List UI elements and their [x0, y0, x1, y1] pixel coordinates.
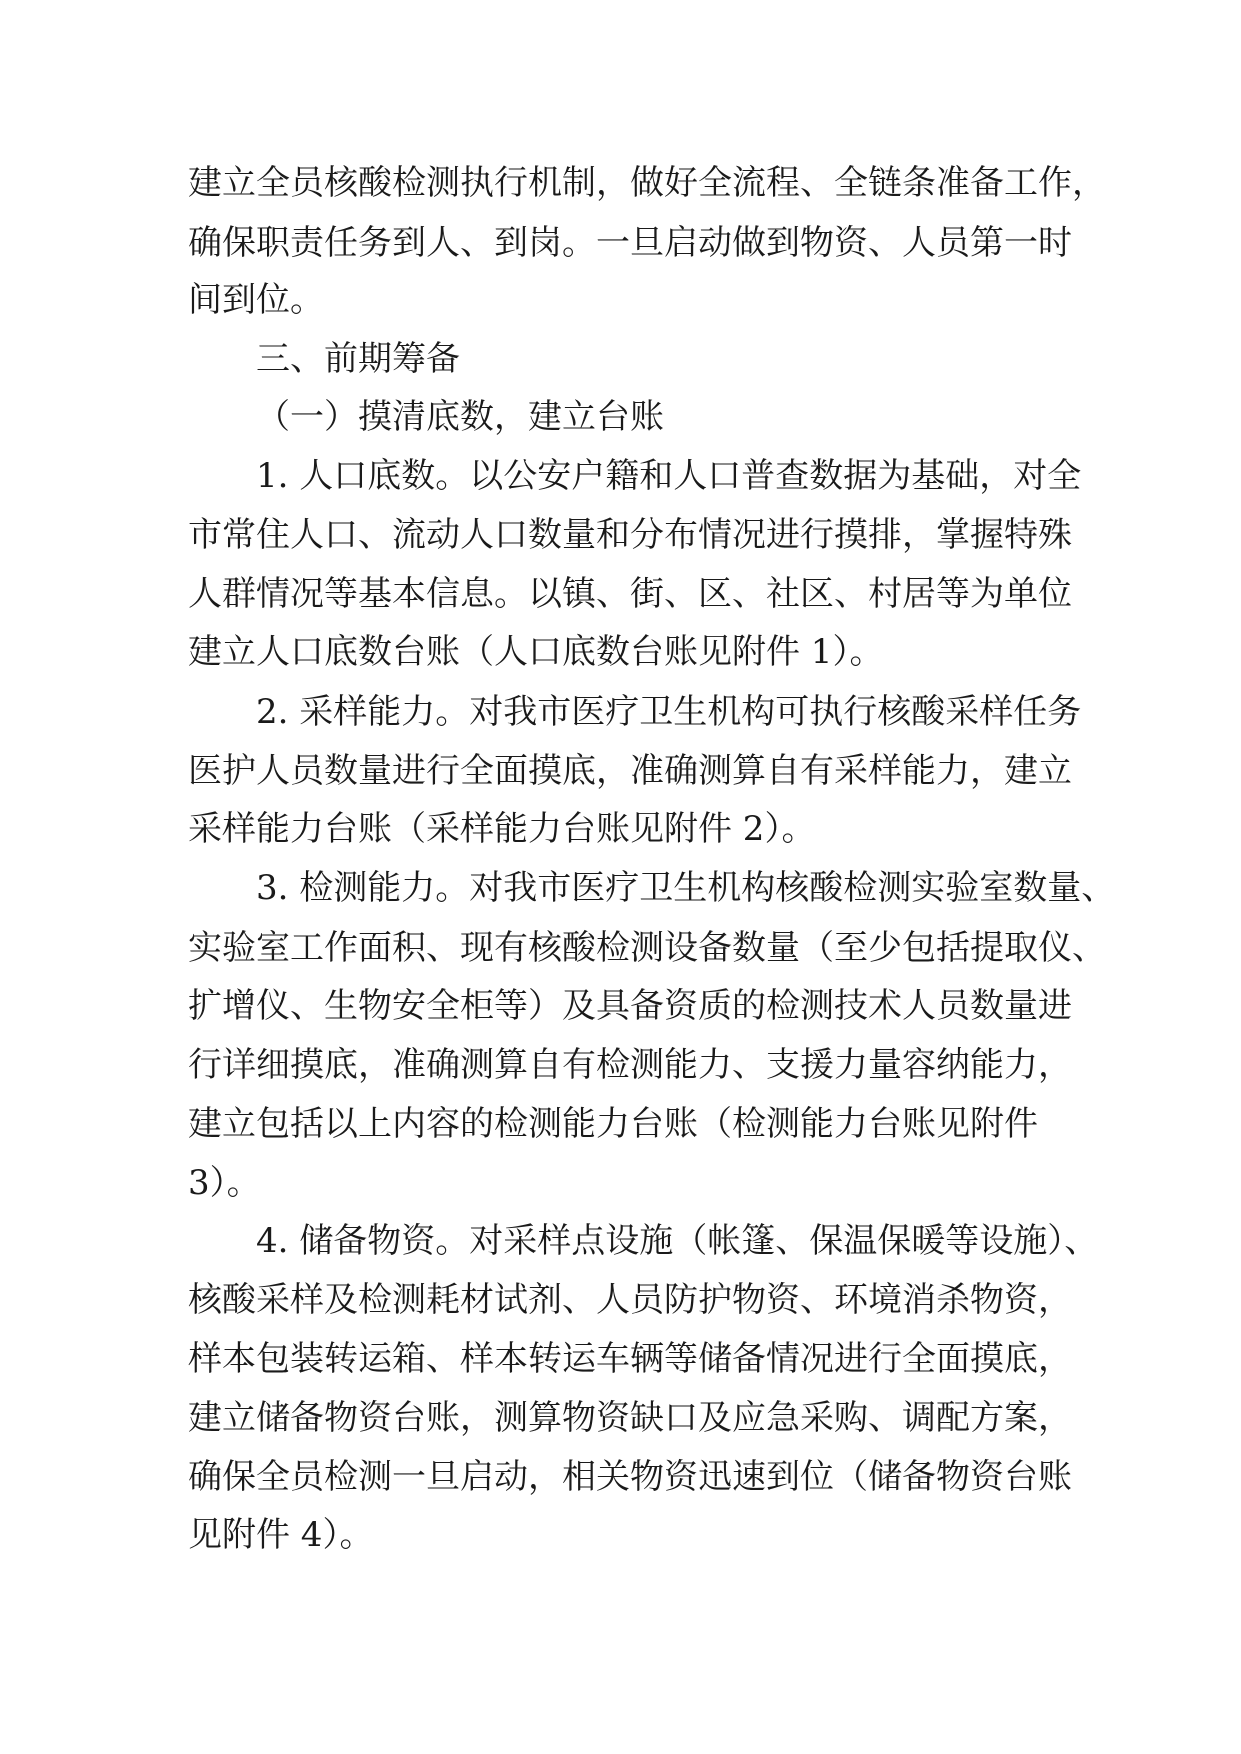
- body-text-line: 3. 检测能力。对我市医疗卫生机构核酸检测实验室数量、: [256, 868, 1116, 908]
- body-text-line: 建立全员核酸检测执行机制，做好全流程、全链条准备工作，: [188, 163, 1106, 203]
- body-text-line: 建立人口底数台账（人口底数台账见附件 1）。: [188, 632, 884, 672]
- body-text-line: 医护人员数量进行全面摸底，准确测算自有采样能力，建立: [188, 751, 1072, 791]
- body-text-line: 见附件 4）。: [188, 1515, 374, 1555]
- body-text-line: 3）。: [188, 1163, 261, 1203]
- body-text-line: 确保全员检测一旦启动，相关物资迅速到位（储备物资台账: [188, 1457, 1072, 1497]
- body-text-line: 扩增仪、生物安全柜等）及具备资质的检测技术人员数量进: [188, 986, 1072, 1026]
- section-heading: 三、前期筹备: [256, 339, 460, 379]
- body-text-line: 2. 采样能力。对我市医疗卫生机构可执行核酸采样任务: [256, 692, 1082, 732]
- body-text-line: 间到位。: [188, 280, 324, 320]
- body-text-line: 样本包装转运箱、样本转运车辆等储备情况进行全面摸底，: [188, 1339, 1072, 1379]
- body-text-line: 4. 储备物资。对采样点设施（帐篷、保温保暖等设施）、: [256, 1221, 1099, 1261]
- body-text-line: 建立储备物资台账，测算物资缺口及应急采购、调配方案，: [188, 1398, 1072, 1438]
- body-text-line: 人群情况等基本信息。以镇、街、区、社区、村居等为单位: [188, 574, 1072, 614]
- body-text-line: 行详细摸底，准确测算自有检测能力、支援力量容纳能力，: [188, 1045, 1072, 1085]
- subsection-heading: （一）摸清底数，建立台账: [256, 397, 664, 437]
- body-text-line: 建立包括以上内容的检测能力台账（检测能力台账见附件: [188, 1104, 1038, 1144]
- body-text-line: 确保职责任务到人、到岗。一旦启动做到物资、人员第一时: [188, 223, 1072, 263]
- body-text-line: 市常住人口、流动人口数量和分布情况进行摸排，掌握特殊: [188, 515, 1072, 555]
- body-text-line: 1. 人口底数。以公安户籍和人口普查数据为基础，对全: [256, 456, 1082, 496]
- body-text-line: 实验室工作面积、现有核酸检测设备数量（至少包括提取仪、: [188, 928, 1106, 968]
- body-text-line: 采样能力台账（采样能力台账见附件 2）。: [188, 809, 816, 849]
- body-text-line: 核酸采样及检测耗材试剂、人员防护物资、环境消杀物资，: [188, 1280, 1072, 1320]
